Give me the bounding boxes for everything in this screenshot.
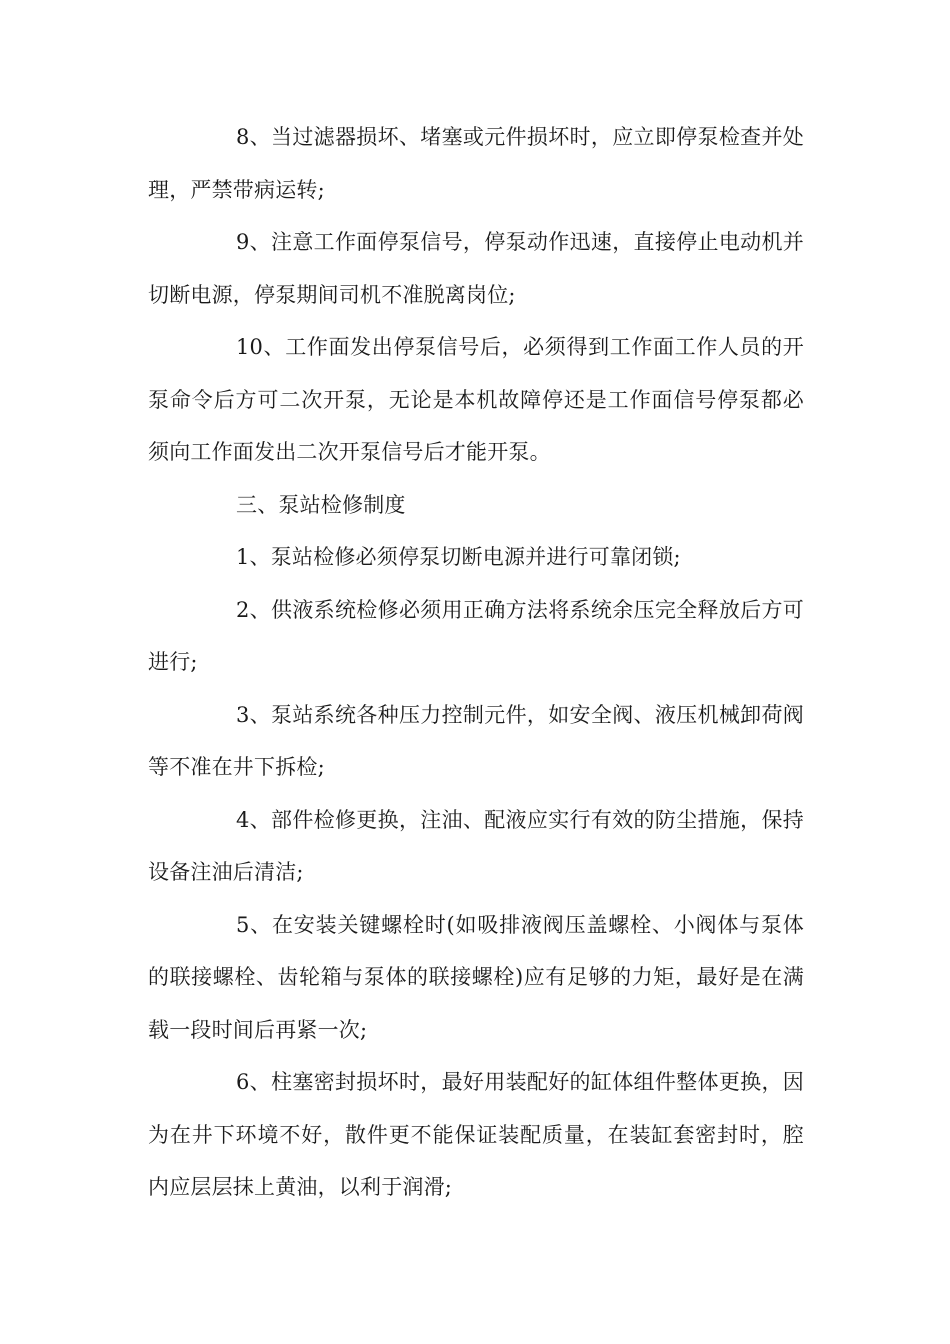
document-body — [148, 111, 804, 1214]
paragraph-maintenance-1: 1、泵站检修必须停泵切断电源并进行可靠闭锁; — [236, 545, 681, 569]
paragraph-maintenance-5: 5、在安装关键螺栓时(如吸排液阀压盖螺栓、小阀体与泵体的联接螺栓、齿轮箱与泵体的联接螺栓)应有足够的力矩，最好是在满载一段时间后再紧一次; — [148, 912, 804, 1042]
section-heading-maintenance: 三、泵站检修制度 — [236, 492, 406, 517]
paragraph-filter-damage: 8、当过滤器损坏、堵塞或元件损坏时，应立即停泵检查并处理，严禁带病运转; — [148, 125, 804, 202]
paragraph-maintenance-4: 4、部件检修更换，注油、配液应实行有效的防尘措施，保持设备注油后清洁; — [148, 807, 804, 884]
paragraph-restart-command: 10、工作面发出停泵信号后，必须得到工作面工作人员的开泵命令后方可二次开泵，无论是本机故障停还是工作面信号停泵都必须向工作面发出二次开泵信号后才能开泵。 — [148, 335, 804, 464]
paragraph-maintenance-3: 3、泵站系统各种压力控制元件，如安全阀、液压机械卸荷阀等不准在井下拆检; — [148, 702, 804, 779]
paragraph-maintenance-6: 6、柱塞密封损坏时，最好用装配好的缸体组件整体更换，因为在井下环境不好，散件更不能保证装配质量，在装缸套密封时，腔内应层层抹上黄油，以利于润滑; — [148, 1070, 804, 1199]
paragraph-maintenance-2: 2、供液系统检修必须用正确方法将系统余压完全释放后方可进行; — [148, 597, 804, 674]
paragraph-stop-signal: 9、注意工作面停泵信号，停泵动作迅速，直接停止电动机并切断电源，停泵期间司机不准脱离岗位; — [148, 230, 804, 307]
